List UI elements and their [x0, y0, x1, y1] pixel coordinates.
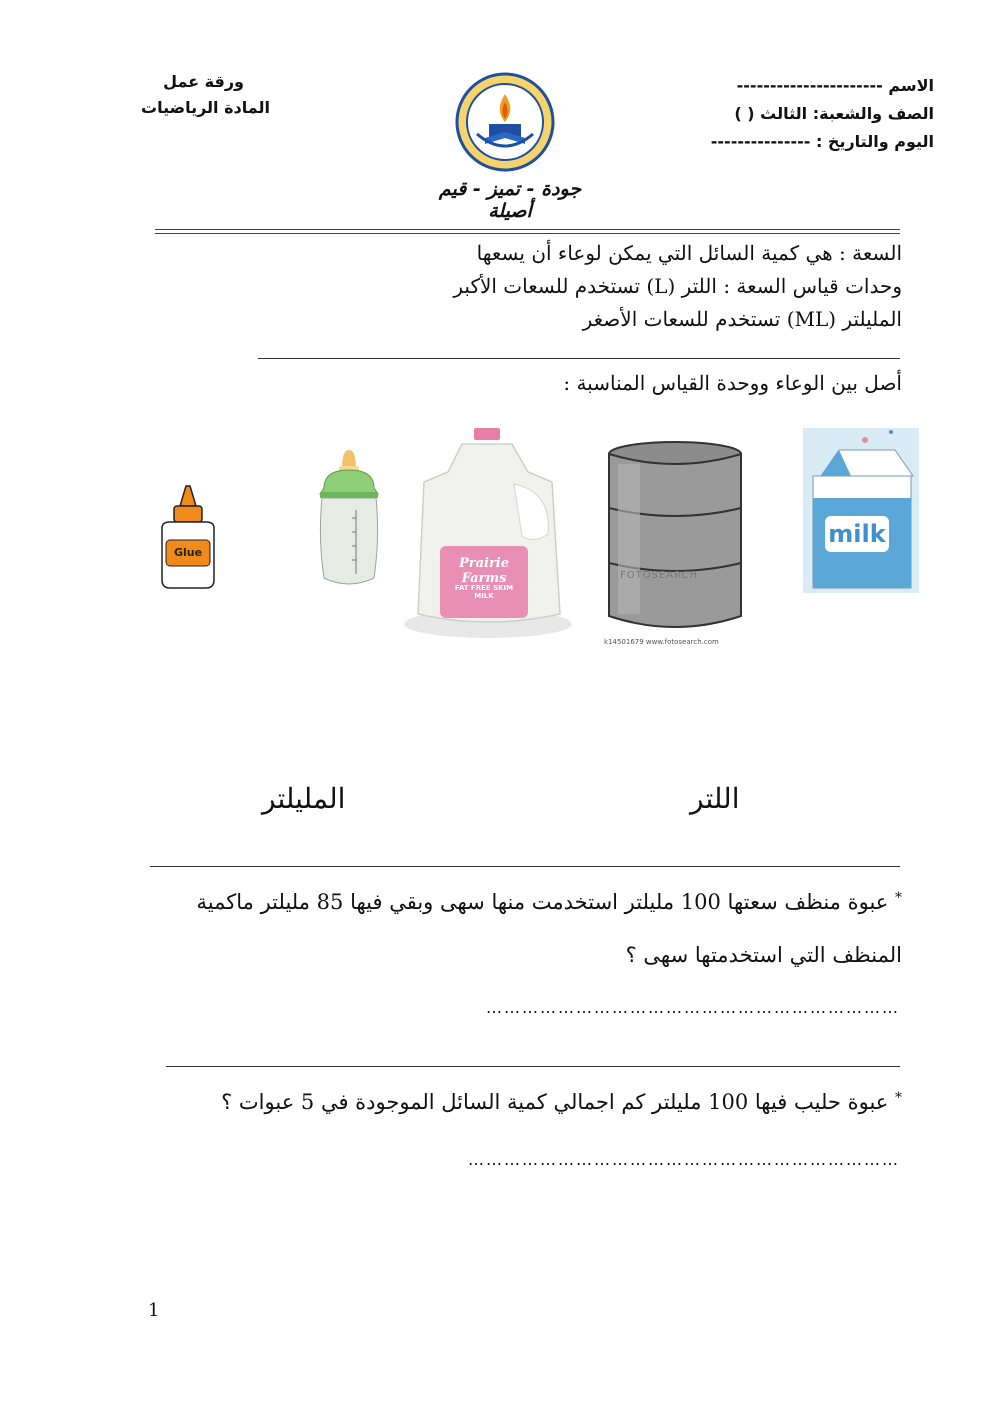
- subject-title: المادة الرياضيات: [141, 98, 270, 117]
- section-divider-3: [166, 1066, 900, 1067]
- header-rule-top: [155, 229, 900, 230]
- matching-instruction: أصل بين الوعاء ووحدة القياس المناسبة :: [563, 371, 902, 395]
- capacity-definition: السعة : هي كمية السائل التي يمكن لوعاء أن يسعها: [476, 241, 902, 265]
- school-motto: جودة - تميز - قيم أصيلة: [438, 178, 582, 222]
- name-blank[interactable]: ----------------------: [736, 76, 883, 95]
- section-divider-2: [150, 866, 900, 867]
- name-line: [737, 76, 934, 95]
- baby-bottle-image[interactable]: [314, 448, 384, 590]
- glue-bottle-image[interactable]: [156, 484, 220, 594]
- grade-value: الثالث: [760, 104, 808, 123]
- date-label: اليوم والتاريخ :: [815, 132, 934, 151]
- name-label: الاسم: [888, 76, 934, 95]
- grade-paren[interactable]: ( ): [734, 104, 755, 123]
- question-1-marker: *: [895, 890, 902, 906]
- milk-carton-image[interactable]: [803, 428, 919, 593]
- question-2-text-1: عبوة حليب فيها 100 مليلتر كم اجمالي كمية السائل الموجودة في 5 عبوات ؟: [221, 1090, 889, 1114]
- page-number: 1: [148, 1300, 160, 1321]
- milk-jug-type: FAT FREE SKIM MILK: [454, 584, 514, 600]
- unit-milliliter[interactable]: المليلتر: [262, 782, 346, 815]
- header-rule-bottom: [155, 233, 900, 234]
- question-1-answer-line[interactable]: ……………………………………………………………: [486, 998, 900, 1017]
- barrel-image[interactable]: [600, 438, 750, 653]
- school-logo: [455, 72, 555, 172]
- worksheet-title: ورقة عمل: [163, 72, 244, 91]
- question-2-marker: *: [895, 1090, 902, 1106]
- unit-liter[interactable]: اللتر: [690, 782, 740, 815]
- milliliter-definition: المليلتر (ML) تستخدم للسعات الأصغر: [582, 307, 902, 331]
- barrel-watermark: FOTOSEARCH: [620, 570, 699, 581]
- date-blank[interactable]: ---------------: [710, 132, 811, 151]
- milk-jug-brand: Prairie Farms: [458, 556, 510, 586]
- grade-label: الصف والشعبة:: [812, 104, 934, 123]
- question-2-line-1: [221, 1090, 902, 1114]
- question-1-line-1: [197, 890, 902, 914]
- barrel-caption: k14501679 www.fotosearch.com: [604, 638, 719, 646]
- grade-line: [734, 104, 934, 123]
- section-divider-1: [258, 358, 900, 359]
- liter-definition: وحدات قياس السعة : اللتر (L) تستخدم للسعات الأكبر: [453, 274, 902, 298]
- date-line: [711, 132, 934, 151]
- glue-label: Glue: [173, 546, 203, 559]
- milk-carton-label: milk: [828, 520, 886, 548]
- question-2-answer-line[interactable]: ………………………………………………………………: [468, 1150, 900, 1169]
- milk-jug-image[interactable]: [402, 424, 574, 640]
- question-1-text-1: عبوة منظف سعتها 100 مليلتر استخدمت منها سهى وبقي فيها 85 مليلتر ماكمية: [196, 890, 889, 914]
- question-1-line-2: المنظف التي استخدمتها سهى ؟: [625, 943, 902, 967]
